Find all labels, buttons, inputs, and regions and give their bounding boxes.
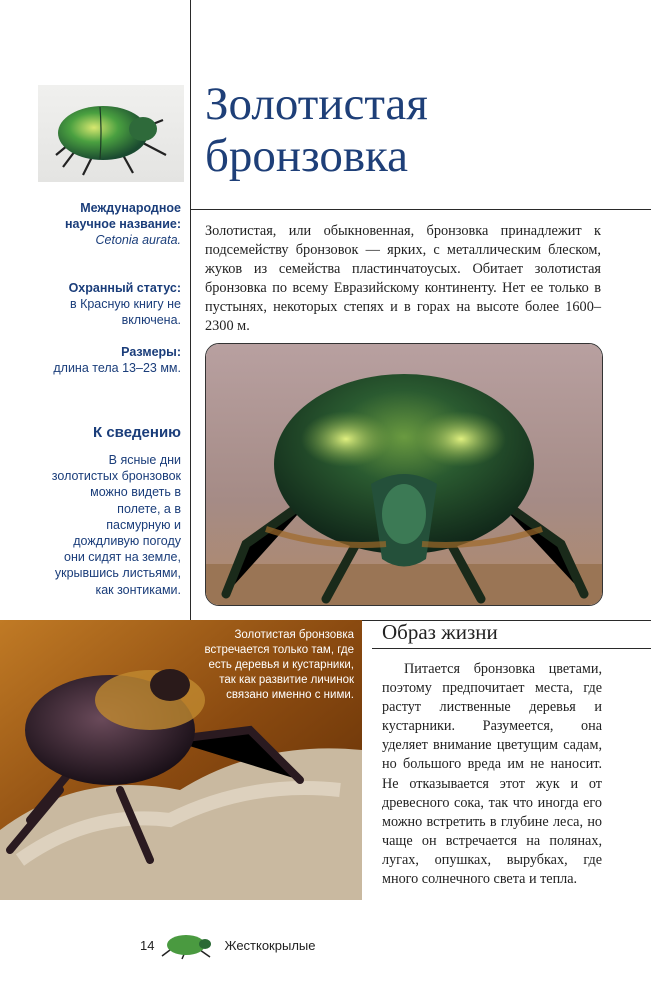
- lifestyle-paragraph: Питается бронзовка цветами, поэтому предпочитает места, где растут лиственные деревья и кустарники. Разумеется, она уделяет внимание цветущим садам, но большого вреда им не наносит. Не отказывается этот жук и от древесного сока, так что иногда его можно встретить в глубине леса, но чаще он встречается на полянах, лугах, опушках, вырубках, где много солнечного света и тепла.: [382, 661, 602, 888]
- status-label: Охранный статус:: [68, 281, 181, 295]
- page-number: 14: [140, 937, 155, 953]
- intro-paragraph: Золотистая, или обыкновенная, бронзовка принадлежит к подсемейству бронзовок — ярких, с металлическим блеском, жуков из семейства пластинчатоусых. Обитает золотистая бронзовка по всему Евразийскому континенту. Нет ее только в пустынях, некоторых степях и в горах на высоте более 1600–2300 м.: [205, 223, 601, 334]
- note-text: В ясные дни золотистых бронзовок можно видеть в полете, а в пасмурную и дождливую погоду они сидят на земле, укрывшись листьями, как зонтиками.: [51, 453, 181, 597]
- size-block: [31, 344, 181, 376]
- scientific-name-label: Международное научное название:: [64, 201, 181, 231]
- section-name: Жесткокрылые: [224, 937, 316, 953]
- beetle-icon: [160, 930, 218, 960]
- intro-rule: [190, 209, 651, 210]
- note-heading: К сведению: [93, 424, 181, 441]
- photo-caption: Золотистая бронзовка встречается только там, где есть деревья и кустарники, так как развитие личинок связано именно с ними.: [204, 629, 354, 701]
- lifestyle-rule: [372, 648, 651, 649]
- page-title: [205, 78, 645, 182]
- size-value: длина тела 13–23 мм.: [53, 361, 181, 375]
- scientific-name-value: Cetonia aurata.: [95, 233, 181, 247]
- size-label: Размеры:: [121, 345, 181, 359]
- beetle-front-photo: [205, 343, 603, 606]
- lifestyle-heading: Образ жизни: [382, 620, 498, 644]
- scientific-name-block: [31, 200, 181, 248]
- status-block: [31, 280, 181, 328]
- status-value: в Красную книгу не включена.: [69, 297, 181, 327]
- vertical-divider: [190, 0, 191, 620]
- title-line-1: Золотистая: [205, 78, 428, 130]
- title-line-2: бронзовка: [205, 130, 409, 182]
- page-footer: [140, 929, 315, 961]
- beetle-on-bark-photo: [0, 620, 362, 900]
- beetle-thumbnail: [38, 85, 184, 182]
